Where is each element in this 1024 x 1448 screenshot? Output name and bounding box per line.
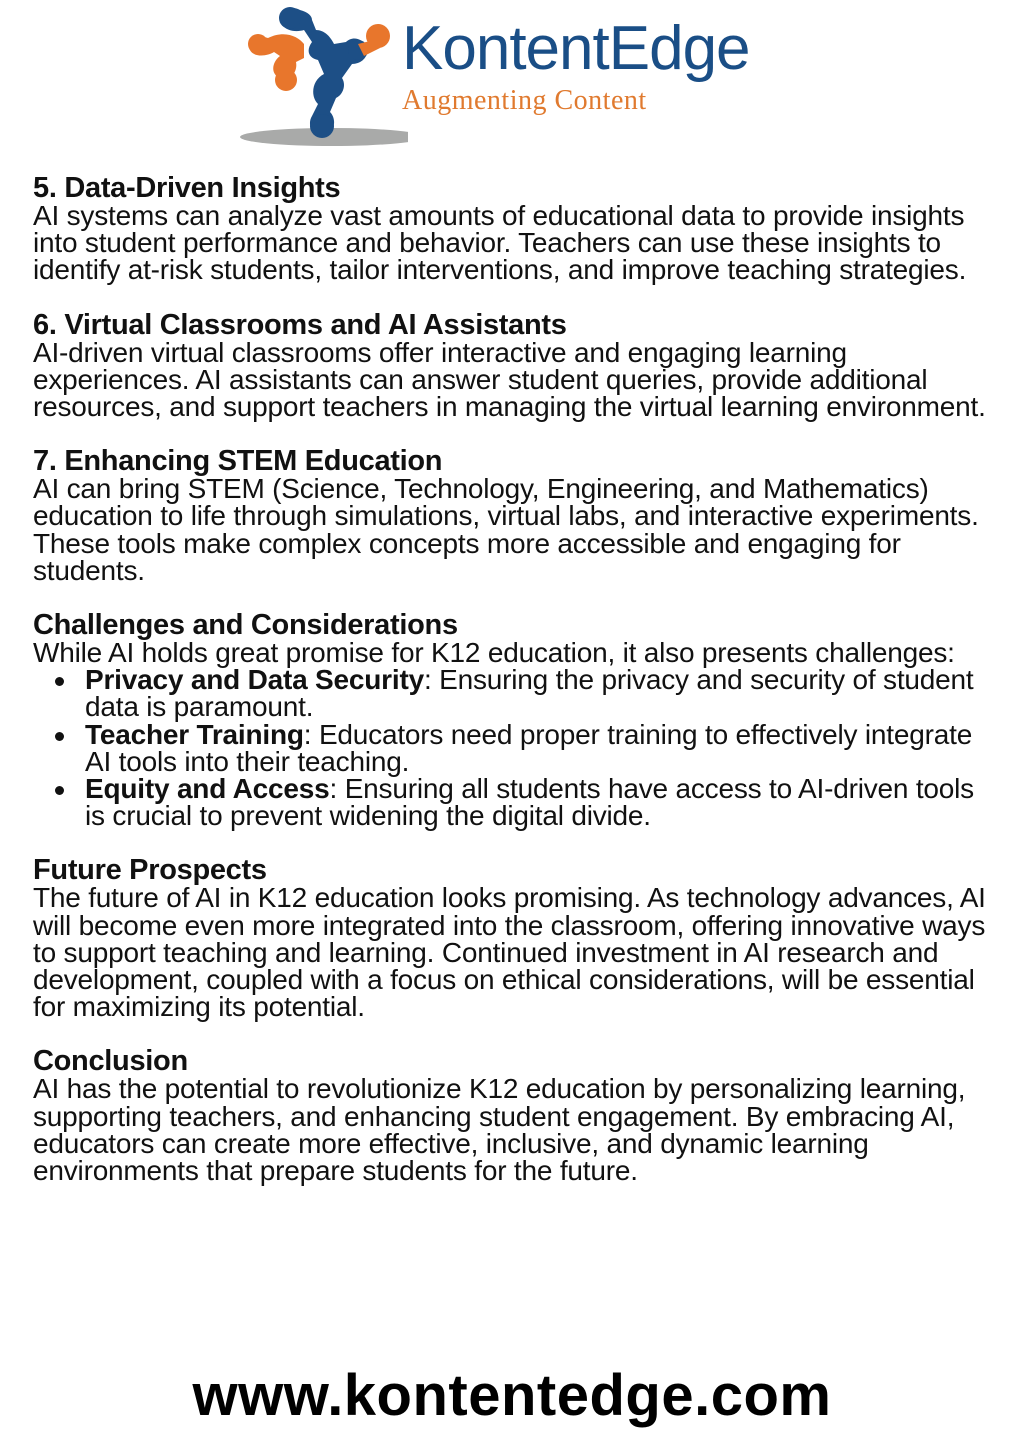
list-item [85, 718, 993, 777]
bullet-icon [55, 677, 64, 686]
section-body: AI systems can analyze vast amounts of educational data to provide insights into student performance and behavior. Teachers can use these insights to identify at-risk students, tailor interventions, and improve teaching strategies. [33, 200, 967, 286]
list-item-term: Teacher Training [85, 718, 304, 750]
puzzle-molecule-logo-icon [228, 0, 408, 150]
list-item-term: Privacy and Data Security [85, 664, 424, 696]
bullet-icon [55, 732, 64, 741]
list-item-text: : Ensuring all students have access to AI-driven tools is crucial to prevent widening the digital divide. [85, 773, 974, 832]
list-item-text: : Ensuring the privacy and security of student data is paramount. [85, 664, 974, 723]
section-future-prospects [33, 854, 993, 1023]
website-url[interactable]: www.kontentedge.com [192, 1363, 832, 1428]
section-virtual-classrooms [33, 308, 993, 423]
section-intro: While AI holds great promise for K12 education, it also presents challenges: [33, 637, 955, 669]
section-heading: 6. Virtual Classrooms and AI Assistants [33, 308, 567, 341]
challenges-list [33, 664, 993, 832]
section-heading: 7. Enhancing STEM Education [33, 445, 443, 478]
section-body: AI-driven virtual classrooms offer interactive and engaging learning experiences. AI assistants can answer student queries, provide additional resources, and support teachers in managing the virtual learning environment. [33, 336, 986, 423]
section-challenges [33, 609, 993, 832]
list-item [85, 773, 993, 832]
bullet-icon [55, 786, 64, 795]
section-body: AI can bring STEM (Science, Technology, Engineering, and Mathematics) education to life through simulations, virtual labs, and interactive experiments. These tools make complex concepts more accessible and engaging for students. [33, 473, 979, 586]
section-body: AI has the potential to revolutionize K12 education by personalizing learning, supporting teachers, and enhancing student engagement. By embracing AI, educators can create more effective, inclusive, and dynamic learning environments that prepare students for the future. [33, 1073, 966, 1187]
header [0, 0, 1024, 160]
section-heading: Challenges and Considerations [33, 609, 458, 642]
section-heading: 5. Data-Driven Insights [33, 172, 341, 204]
section-stem-education [33, 447, 993, 584]
article-body [33, 174, 993, 1211]
list-item-term: Equity and Access [85, 773, 330, 805]
list-item-text: : Educators need proper training to effectively integrate AI tools into their teaching. [85, 718, 973, 777]
section-heading: Conclusion [33, 1045, 188, 1078]
list-item [85, 664, 993, 723]
section-heading: Future Prospects [33, 854, 267, 887]
section-conclusion [33, 1045, 993, 1187]
brand-tagline: Augmenting Content [402, 85, 647, 116]
section-data-driven-insights [33, 174, 993, 284]
brand-name: KontentEdge [402, 14, 750, 83]
section-body: The future of AI in K12 education looks promising. As technology advances, AI will become even more integrated into the classroom, offering innovative ways to support teaching and learning. Continued investment in AI research and development, coupled with a focus on ethical considerations, will be essential for maximizing its potential. [33, 882, 986, 1023]
